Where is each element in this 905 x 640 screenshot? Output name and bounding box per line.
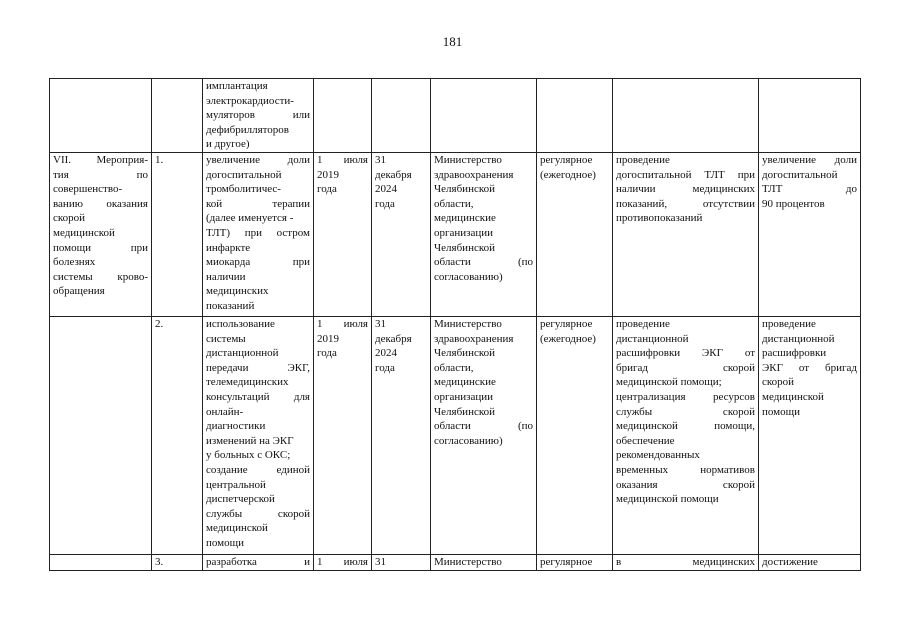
- executor-cell: Министерство здравоохранения Челябинской области, медицинские организации Челябинской области (по согласованию): [431, 152, 537, 316]
- indicator-cell: проведение дистанционной расшифровки ЭКГ от бригад скорой медицинской помощи: [759, 316, 861, 554]
- start-date-cell: 1 июля 2019 года: [314, 152, 372, 316]
- number-cell: [152, 79, 203, 153]
- frequency-cell: регулярное (ежегодное): [537, 316, 613, 554]
- mechanism-cell: проведение догоспитальной ТЛТ при наличии медицинских показаний, отсутствии противопоказаний: [613, 152, 759, 316]
- frequency-cell: регулярное: [537, 554, 613, 570]
- indicator-cell: [759, 79, 861, 153]
- table-row: [50, 554, 861, 570]
- measure-cell: имплантация электрокардиости- муляторов или дефибрилляторов и другое): [203, 79, 314, 153]
- end-date-cell: 31 декабря 2024 года: [372, 316, 431, 554]
- end-date-cell: 31: [372, 554, 431, 570]
- mechanism-cell: [613, 79, 759, 153]
- executor-cell: Министерство: [431, 554, 537, 570]
- mechanism-cell: проведение дистанционной расшифровки ЭКГ от бригад скорой медицинской помощи; централизация ресурсов службы скорой медицинской помощи, обеспечение рекомендованных временных нормативов оказания скорой медицинской помощи: [613, 316, 759, 554]
- section-cell: VII. Мероприя- тия по совершенство- ванию оказания скорой медицинской помощи при болезнях системы крово- обращения: [50, 152, 152, 316]
- page-number: 181: [442, 34, 463, 49]
- indicator-cell: увеличение доли догоспитальной ТЛТ до 90 процентов: [759, 152, 861, 316]
- mechanism-cell: в медицинских: [613, 554, 759, 570]
- end-date-cell: 31 декабря 2024 года: [372, 152, 431, 316]
- executor-cell: Министерство здравоохранения Челябинской области, медицинские организации Челябинской области (по согласованию): [431, 316, 537, 554]
- section-cell: [50, 554, 152, 570]
- start-date-cell: 1 июля: [314, 554, 372, 570]
- start-date-cell: 1 июля 2019 года: [314, 316, 372, 554]
- table-row: [50, 79, 861, 153]
- frequency-cell: [537, 79, 613, 153]
- indicator-cell: достижение: [759, 554, 861, 570]
- table-row: [50, 152, 861, 316]
- section-cell: [50, 316, 152, 554]
- measure-cell: разработка и: [203, 554, 314, 570]
- measure-cell: увеличение доли догоспитальной тромболитичес- кой терапии (далее именуется - ТЛТ) при остром инфаркте миокарда при наличии медицинских показаний: [203, 152, 314, 316]
- start-date-cell: [314, 79, 372, 153]
- end-date-cell: [372, 79, 431, 153]
- number-cell: 3.: [152, 554, 203, 570]
- number-cell: 2.: [152, 316, 203, 554]
- frequency-cell: регулярное (ежегодное): [537, 152, 613, 316]
- measure-cell: использование системы дистанционной передачи ЭКГ, телемедицинских консультаций для онлайн- диагностики изменений на ЭКГ у больных с ОКС; создание единой центральной диспетчерской службы скорой медицинской помощи: [203, 316, 314, 554]
- action-plan-table: [49, 78, 861, 571]
- section-cell: [50, 79, 152, 153]
- number-cell: 1.: [152, 152, 203, 316]
- executor-cell: [431, 79, 537, 153]
- table-row: [50, 316, 861, 554]
